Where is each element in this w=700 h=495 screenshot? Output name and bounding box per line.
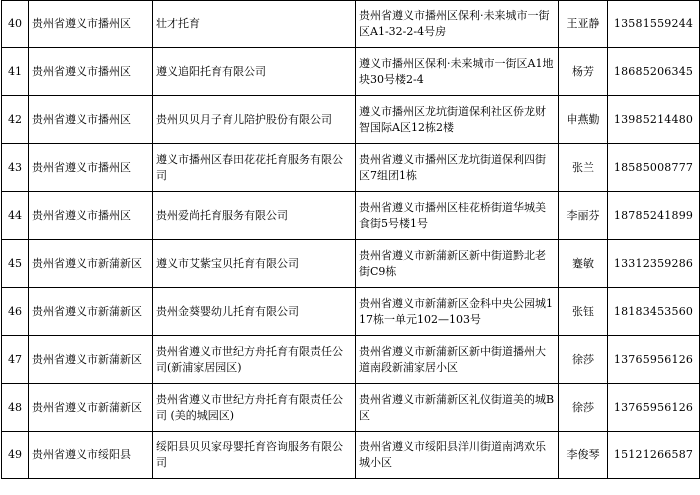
row-number: 40 xyxy=(2,1,29,48)
contact-person-cell: 蹇敏 xyxy=(559,240,608,288)
institution-name-cell: 贵州金葵婴幼儿托育有限公司 xyxy=(153,288,356,336)
institution-name-cell: 遵义市播州区春田花花托育服务有限公司 xyxy=(153,144,356,192)
region-cell: 贵州省遵义市播州区 xyxy=(29,1,153,48)
contact-person-cell: 申燕勤 xyxy=(559,96,608,144)
institution-table xyxy=(1,0,700,479)
contact-person-cell: 张兰 xyxy=(559,144,608,192)
contact-person-cell: 王亚静 xyxy=(559,1,608,48)
contact-person-cell: 张钰 xyxy=(559,288,608,336)
phone-cell: 18785241899 xyxy=(608,192,700,240)
institution-name-cell: 贵州省遵义市世纪方舟托育有限责任公司 (美的城园区) xyxy=(153,384,356,432)
table-row xyxy=(2,144,700,192)
contact-person-cell: 李俊琴 xyxy=(559,432,608,479)
address-cell: 贵州省遵义市播州区保利·未来城市一街区A1-32-2-4号房 xyxy=(356,1,559,48)
address-cell: 贵州省遵义市新蒲新区新中街道播州大道南段新浦家居小区 xyxy=(356,336,559,384)
row-number: 48 xyxy=(2,384,29,432)
table-row xyxy=(2,96,700,144)
region-cell: 贵州省遵义市播州区 xyxy=(29,192,153,240)
phone-cell: 13581559244 xyxy=(608,1,700,48)
contact-person-cell: 杨芳 xyxy=(559,48,608,96)
address-cell: 贵州省遵义市新蒲新区新中街道黔北老街C9栋 xyxy=(356,240,559,288)
region-cell: 贵州省遵义市新蒲新区 xyxy=(29,240,153,288)
address-cell: 遵义市播州区保利·未来城市一街区A1地块30号楼2-4 xyxy=(356,48,559,96)
institution-name-cell: 贵州贝贝月子育儿陪护股份有限公司 xyxy=(153,96,356,144)
row-number: 44 xyxy=(2,192,29,240)
address-cell: 贵州省遵义市新蒲新区金科中央公园城117栋一单元102—103号 xyxy=(356,288,559,336)
phone-cell: 13312359286 xyxy=(608,240,700,288)
region-cell: 贵州省遵义市播州区 xyxy=(29,48,153,96)
table-row xyxy=(2,48,700,96)
institution-name-cell: 遵义市艾紫宝贝托育有限公司 xyxy=(153,240,356,288)
phone-cell: 18585008777 xyxy=(608,144,700,192)
row-number: 49 xyxy=(2,432,29,479)
contact-person-cell: 徐莎 xyxy=(559,384,608,432)
address-cell: 遵义市播州区龙坑街道保利社区侨龙财智国际A区12栋2楼 xyxy=(356,96,559,144)
region-cell: 贵州省遵义市新蒲新区 xyxy=(29,384,153,432)
region-cell: 贵州省遵义市播州区 xyxy=(29,96,153,144)
row-number: 45 xyxy=(2,240,29,288)
row-number: 41 xyxy=(2,48,29,96)
table-row xyxy=(2,384,700,432)
institution-table-page xyxy=(1,0,700,479)
phone-cell: 18183453560 xyxy=(608,288,700,336)
table-body xyxy=(2,1,700,479)
phone-cell: 13765956126 xyxy=(608,384,700,432)
region-cell: 贵州省遵义市播州区 xyxy=(29,144,153,192)
address-cell: 贵州省遵义市播州区桂花桥街道华城美食街5号楼1号 xyxy=(356,192,559,240)
region-cell: 贵州省遵义市绥阳县 xyxy=(29,432,153,479)
contact-person-cell: 徐莎 xyxy=(559,336,608,384)
table-row xyxy=(2,432,700,479)
address-cell: 贵州省遵义市绥阳县洋川街道南鸿欢乐城小区 xyxy=(356,432,559,479)
phone-cell: 15121266587 xyxy=(608,432,700,479)
institution-name-cell: 绥阳县贝贝家母婴托育咨询服务有限公司 xyxy=(153,432,356,479)
row-number: 46 xyxy=(2,288,29,336)
row-number: 47 xyxy=(2,336,29,384)
address-cell: 贵州省遵义市新蒲新区礼仪街道美的城B区 xyxy=(356,384,559,432)
table-row xyxy=(2,1,700,48)
phone-cell: 18685206345 xyxy=(608,48,700,96)
region-cell: 贵州省遵义市新蒲新区 xyxy=(29,288,153,336)
address-cell: 贵州省遵义市播州区龙坑街道保利四街区7组团1栋 xyxy=(356,144,559,192)
row-number: 42 xyxy=(2,96,29,144)
table-row xyxy=(2,336,700,384)
table-row xyxy=(2,288,700,336)
table-row xyxy=(2,240,700,288)
institution-name-cell: 贵州省遵义市世纪方舟托育有限责任公司(新浦家居园区) xyxy=(153,336,356,384)
institution-name-cell: 贵州爱尚托育服务有限公司 xyxy=(153,192,356,240)
institution-name-cell: 遵义追阳托育有限公司 xyxy=(153,48,356,96)
table-row xyxy=(2,192,700,240)
region-cell: 贵州省遵义市新蒲新区 xyxy=(29,336,153,384)
institution-name-cell: 壮才托育 xyxy=(153,1,356,48)
phone-cell: 13765956126 xyxy=(608,336,700,384)
phone-cell: 13985214480 xyxy=(608,96,700,144)
row-number: 43 xyxy=(2,144,29,192)
contact-person-cell: 李丽芬 xyxy=(559,192,608,240)
